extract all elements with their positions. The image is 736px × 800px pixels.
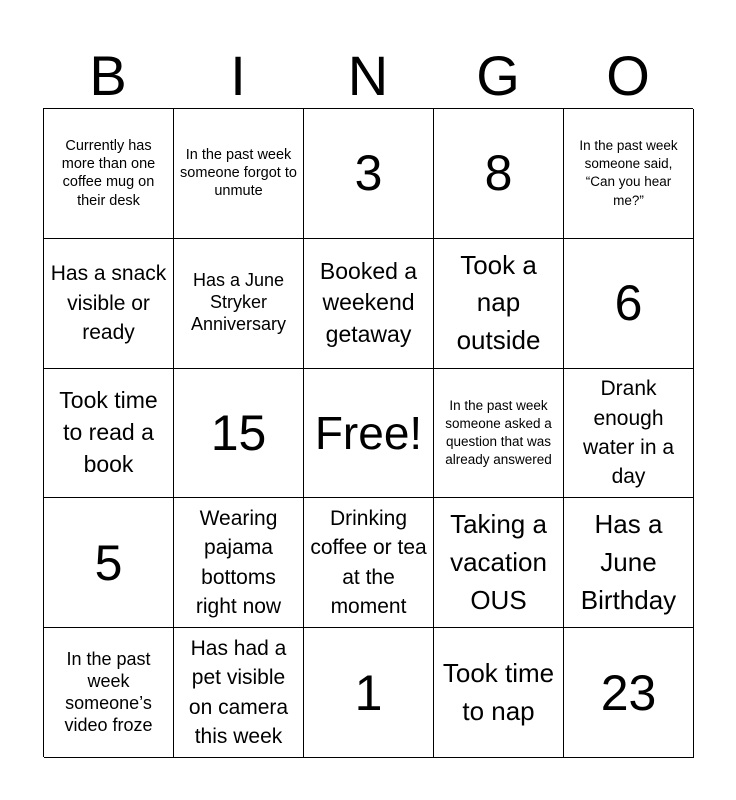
header-letter-o: O — [606, 44, 650, 107]
header-letter-g: G — [476, 44, 520, 107]
cell-label: Has a snack visible or ready — [50, 262, 167, 344]
bingo-cell-r3c1[interactable] — [44, 369, 174, 499]
free-space-label: Free! — [314, 406, 423, 459]
bingo-cell-r1c3[interactable] — [304, 109, 434, 239]
cell-label: 8 — [484, 145, 513, 202]
cell-label: 23 — [600, 664, 657, 721]
cell-label: 1 — [354, 664, 383, 721]
bingo-cell-r5c4[interactable] — [434, 628, 564, 758]
bingo-cell-r1c5[interactable] — [564, 109, 694, 239]
cell-label: Drinking coffee or tea at the moment — [310, 507, 427, 619]
cell-label: 5 — [94, 534, 123, 591]
cell-label: Wearing pajama bottoms right now — [195, 507, 282, 619]
bingo-cell-r2c3[interactable] — [304, 239, 434, 369]
cell-label: 15 — [210, 404, 267, 461]
cell-label: 3 — [354, 145, 383, 202]
cell-label: Currently has more than one coffee mug on their desk — [61, 138, 156, 209]
bingo-cell-r3c5[interactable] — [564, 369, 694, 499]
bingo-cell-r2c4[interactable] — [434, 239, 564, 369]
bingo-board — [43, 108, 693, 757]
bingo-cell-r4c2[interactable] — [174, 498, 304, 628]
cell-label: In the past week someone asked a question that was already answered — [445, 397, 552, 468]
bingo-cell-r4c3[interactable] — [304, 498, 434, 628]
cell-label: In the past week someone said, “Can you hear me?” — [579, 137, 678, 208]
bingo-cell-r5c2[interactable] — [174, 628, 304, 758]
cell-label: Taking a vacation OUS — [450, 509, 547, 615]
bingo-cell-r2c5[interactable] — [564, 239, 694, 369]
cell-label: Has a June Stryker Anniversary — [190, 270, 287, 335]
bingo-cell-r2c1[interactable] — [44, 239, 174, 369]
cell-label: Took time to nap — [442, 657, 555, 726]
header-letter-i: I — [230, 44, 246, 107]
bingo-cell-r1c2[interactable] — [174, 109, 304, 239]
bingo-cell-r4c5[interactable] — [564, 498, 694, 628]
cell-label: 6 — [614, 275, 643, 332]
bingo-cell-r4c4[interactable] — [434, 498, 564, 628]
header-letter-n: N — [347, 44, 389, 107]
cell-label: In the past week someone forgot to unmute — [180, 147, 297, 200]
bingo-cell-r3c4[interactable] — [434, 369, 564, 499]
bingo-cell-r2c2[interactable] — [174, 239, 304, 369]
bingo-cell-r5c5[interactable] — [564, 628, 694, 758]
cell-label: Has had a pet visible on camera this week — [188, 636, 289, 748]
bingo-cell-r5c1[interactable] — [44, 628, 174, 758]
bingo-cell-r1c1[interactable] — [44, 109, 174, 239]
bingo-cell-r4c1[interactable] — [44, 498, 174, 628]
bingo-cell-r3c2[interactable] — [174, 369, 304, 499]
cell-label: Drank enough water in a day — [582, 377, 675, 489]
cell-label: Took time to read a book — [59, 387, 158, 477]
bingo-cell-free[interactable] — [304, 369, 434, 499]
header-letter-b: B — [89, 44, 127, 107]
cell-label: Took a nap outside — [456, 249, 541, 356]
cell-label: Booked a weekend getaway — [319, 257, 418, 348]
cell-label: In the past week someone’s video froze — [64, 648, 153, 735]
bingo-cell-r5c3[interactable] — [304, 628, 434, 758]
bingo-header — [43, 44, 693, 108]
cell-label: Has a June Birthday — [580, 509, 677, 615]
bingo-cell-r1c4[interactable] — [434, 109, 564, 239]
